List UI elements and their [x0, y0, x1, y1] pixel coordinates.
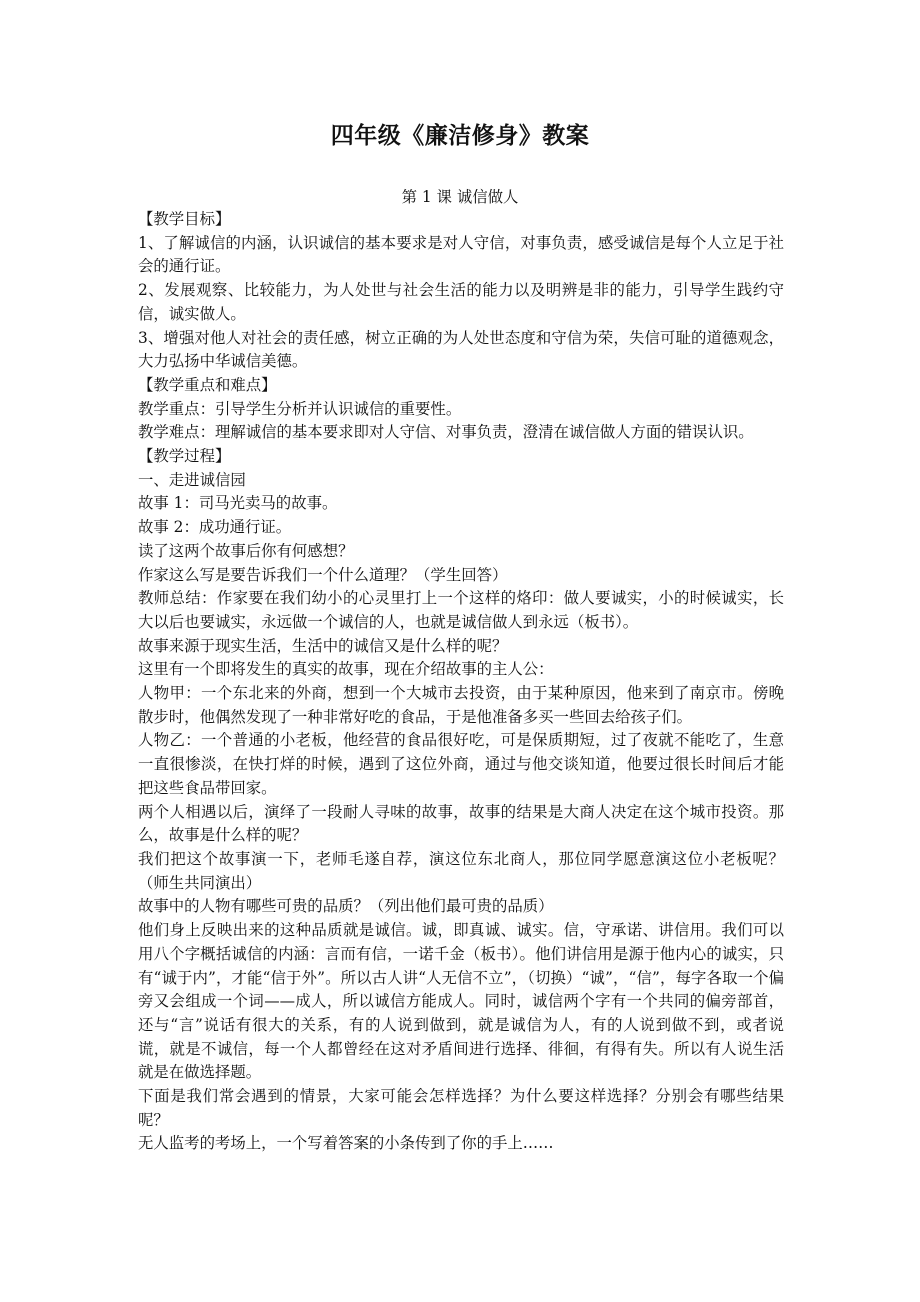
paragraph: 人物乙：一个普通的小老板，他经营的食品很好吃，可是保质期短，过了夜就不能吃了，生意一直很惨淡，在快打烊的时候，遇到了这位外商，通过与他交谈知道，他要过很长时间后才能把这些食品带回家。 — [138, 731, 784, 797]
paragraph: 两个人相遇以后，演绎了一段耐人寻味的故事，故事的结果是大商人决定在这个城市投资。那么，故事是什么样的呢？ — [138, 802, 784, 845]
paragraph: 3、增强对他人对社会的责任感，树立正确的为人处世态度和守信为荣，失信可耻的道德观念，大力弘扬中华诚信美德。 — [138, 328, 784, 371]
section-heading-key-points: 【教学重点和难点】 — [138, 375, 277, 394]
section-heading-objectives: 【教学目标】 — [138, 210, 231, 228]
paragraph: 一、走进诚信园 — [138, 470, 246, 489]
document-body — [138, 208, 784, 1156]
paragraph: 人物甲：一个东北来的外商，想到一个大城市去投资，由于某种原因，他来到了南京市。傍晚散步时，他偶然发现了一种非常好吃的食品，于是他准备多买一些回去给孩子们。 — [138, 684, 784, 726]
paragraph: 1、了解诚信的内涵，认识诚信的基本要求是对人守信，对事负责，感受诚信是每个人立足于社会的通行证。 — [138, 233, 784, 276]
paragraph: 故事 2：成功通行证。 — [138, 518, 292, 537]
lesson-subtitle: 第 1 课 诚信做人 — [401, 188, 519, 206]
section-heading-process: 【教学过程】 — [138, 447, 231, 466]
paragraph: 故事来源于现实生活，生活中的诚信又是什么样的呢？ — [138, 636, 508, 655]
paragraph: 故事中的人物有哪些可贵的品质？（列出他们最可贵的品质） — [138, 897, 554, 916]
paragraph: 教学难点：理解诚信的基本要求即对人守信、对事负责，澄清在诚信做人方面的错误认识。 — [138, 423, 754, 442]
paragraph: 这里有一个即将发生的真实的故事，现在介绍故事的主人公： — [138, 660, 554, 679]
paragraph: 2、发展观察、比较能力，为人处世与社会生活的能力以及明辨是非的能力，引导学生践约守信，诚实做人。 — [138, 281, 784, 323]
paragraph: 作家这么写是要告诉我们一个什么道理？（学生回答） — [138, 565, 508, 584]
paragraph: 故事 1：司马光卖马的故事。 — [138, 494, 338, 513]
paragraph: 他们身上反映出来的这种品质就是诚信。诚，即真诚、诚实。信，守承诺、讲信用。我们可以用八个字概括诚信的内涵：言而有信，一诺千金（板书）。他们讲信用是源于他内心的诚实，只有“诚于内”，才能“信于外”。所以古人讲“人无信不立”，（切换）“诚”，“信”，每字各取一个偏旁又会组成一个词——成人，所以诚信方能成人。同时，诚信两个字有一个共同的偏旁部首，还与“言”说话有很大的关系，有的人说到做到，就是诚信为人，有的人说到做不到，或者说谎，就是不诚信，每一个人都曾经在这对矛盾间进行选择、徘徊，有得有失。所以有人说生活就是在做选择题。 — [138, 921, 784, 1082]
paragraph: 无人监考的考场上，一个写着答案的小条传到了你的手上…… — [138, 1134, 554, 1153]
paragraph: 我们把这个故事演一下，老师毛遂自荐，演这位东北商人，那位同学愿意演这位小老板呢？（师生共同演出） — [138, 849, 784, 892]
paragraph: 教师总结：作家要在我们幼小的心灵里打上一个这样的烙印：做人要诚实，小的时候诚实，长大以后也要诚实，永远做一个诚信的人，也就是诚信做人到永远（板书）。 — [138, 589, 784, 631]
paragraph: 教学重点：引导学生分析并认识诚信的重要性。 — [138, 399, 462, 418]
paragraph: 读了这两个故事后你有何感想？ — [138, 541, 354, 560]
paragraph: 下面是我们常会遇到的情景，大家可能会怎样选择？为什么要这样选择？分别会有哪些结果呢？ — [138, 1087, 784, 1129]
document-title: 四年级《廉洁修身》教案 — [330, 123, 590, 149]
